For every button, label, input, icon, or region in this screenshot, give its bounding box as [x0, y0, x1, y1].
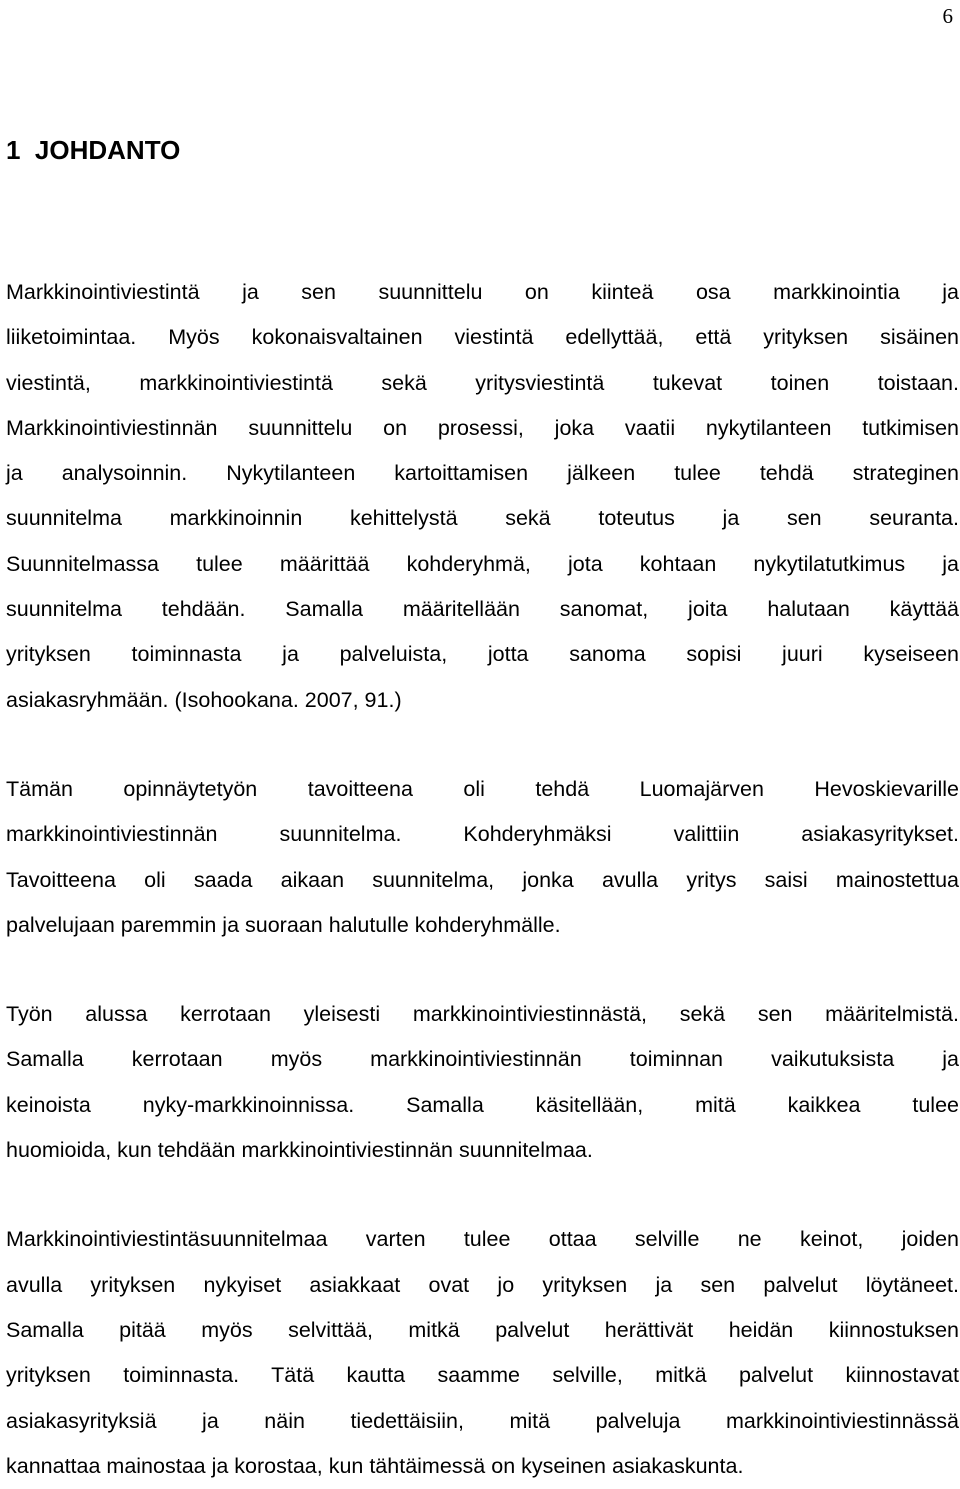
paragraph-structure [6, 992, 959, 1173]
text-line: avulla yrityksen nykyiset asiakkaat ovat jo yrityksen ja sen palvelut löytäneet. [6, 1272, 959, 1297]
text-line: suunnitelma tehdään. Samalla määritellään sanomat, joita halutaan käyttää [6, 597, 959, 622]
text-line: suunnitelma markkinoinnin kehittelystä sekä toteutus ja sen seuranta. [6, 506, 959, 531]
text-line: viestintä, markkinointiviestintä sekä yritysviestintä tukevat toinen toistaan. [6, 370, 959, 395]
paragraph-intro [6, 270, 959, 723]
paragraph-plan [6, 1217, 959, 1489]
text-line: palvelujaan paremmin ja suoraan halutulle kohderyhmälle. [6, 912, 561, 937]
paragraph-goal [6, 767, 959, 948]
text-line: keinoista nyky-markkinoinnissa. Samalla käsitellään, mitä kaikkea tulee [6, 1092, 959, 1117]
text-line: Markkinointiviestintäsuunnitelmaa varten tulee ottaa selville ne keinot, joiden [6, 1227, 959, 1252]
text-line: kannattaa mainostaa ja korostaa, kun tähtäimessä on kyseinen asiakaskunta. [6, 1453, 744, 1478]
text-line: yrityksen toiminnasta ja palveluista, jotta sanoma sopisi juuri kyseiseen [6, 642, 959, 667]
text-line: markkinointiviestinnän suunnitelma. Kohderyhmäksi valittiin asiakasyritykset. [6, 822, 959, 847]
text-line: Työn alussa kerrotaan yleisesti markkinointiviestinnästä, sekä sen määritelmistä. [6, 1002, 959, 1027]
section-heading: 1 JOHDANTO [6, 135, 181, 165]
text-line: Tavoitteena oli saada aikaan suunnitelma, jonka avulla yritys saisi mainostettua [6, 867, 959, 892]
text-line: asiakasryhmään. (Isohookana. 2007, 91.) [6, 687, 402, 712]
text-line: Samalla pitää myös selvittää, mitkä palvelut herättivät heidän kiinnostuksen [6, 1317, 959, 1342]
body-text [6, 270, 959, 1489]
text-line: yrityksen toiminnasta. Tätä kautta saamme selville, mitkä palvelut kiinnostavat [6, 1363, 959, 1388]
text-line: Samalla kerrotaan myös markkinointiviestinnän toiminnan vaikutuksista ja [6, 1047, 959, 1072]
page-number: 6 [942, 4, 953, 28]
text-line: Tämän opinnäytetyön tavoitteena oli tehdä Luomajärven Hevoskievarille [6, 776, 959, 801]
text-line: asiakasyrityksiä ja näin tiedettäisiin, mitä palveluja markkinointiviestinnässä [6, 1408, 959, 1433]
text-line: huomioida, kun tehdään markkinointiviestinnän suunnitelmaa. [6, 1138, 593, 1163]
text-line: ja analysoinnin. Nykytilanteen kartoittamisen jälkeen tulee tehdä strateginen [6, 461, 959, 486]
text-line: Markkinointiviestintä ja sen suunnittelu on kiinteä osa markkinointia ja [6, 280, 959, 304]
text-line: Suunnitelmassa tulee määrittää kohderyhmä, jota kohtaan nykytilatutkimus ja [6, 551, 959, 576]
text-line: Markkinointiviestinnän suunnittelu on prosessi, joka vaatii nykytilanteen tutkimisen [6, 415, 959, 440]
text-line: liiketoimintaa. Myös kokonaisvaltainen viestintä edellyttää, että yrityksen sisäinen [6, 325, 959, 350]
